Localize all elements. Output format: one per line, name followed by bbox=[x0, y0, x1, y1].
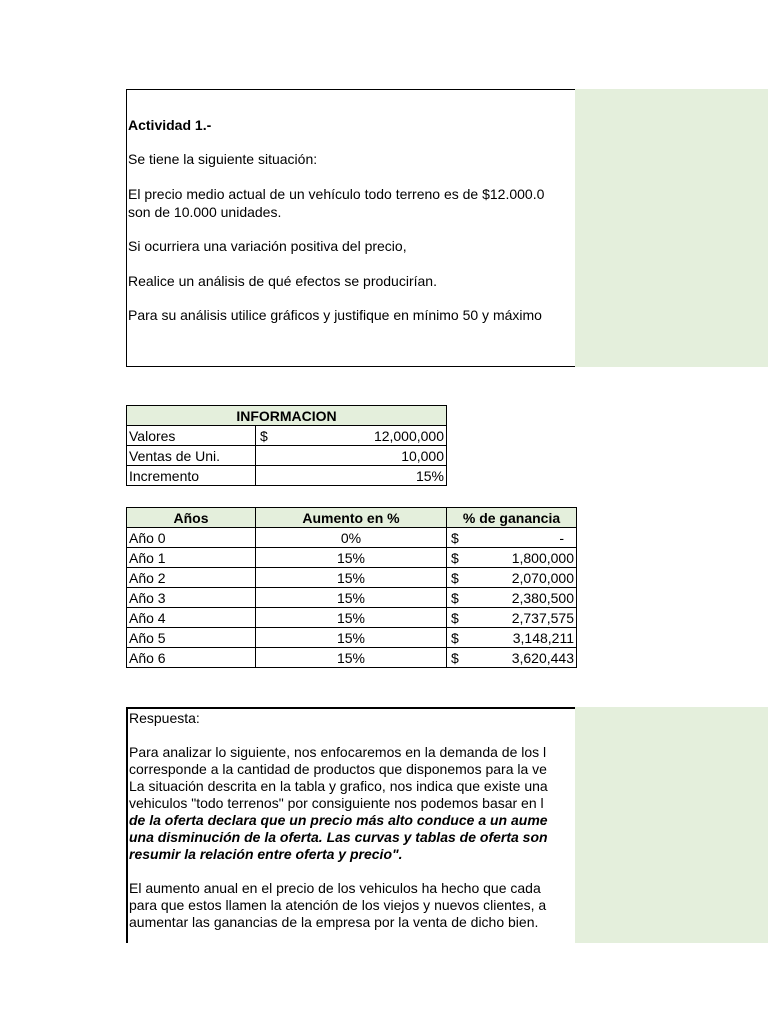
year-cell: Año 5 bbox=[127, 628, 256, 648]
table-row bbox=[127, 466, 447, 486]
response-line-3: La situación descrita en la tabla y grafico, nos indica que existe una bbox=[129, 778, 548, 794]
gain-cell bbox=[447, 608, 577, 628]
response-line-10: aumentar las ganancias de la empresa por la venta de dicho bien. bbox=[129, 914, 539, 930]
year-cell: Año 6 bbox=[127, 648, 256, 668]
activity-title: Actividad 1.- bbox=[128, 117, 212, 133]
info-value: 10,000 bbox=[256, 446, 447, 466]
increase-cell: 15% bbox=[256, 548, 447, 568]
response-line-4: vehiculos "todo terrenos" por consiguiente nos podemos basar en l bbox=[129, 795, 544, 811]
col-header-increase: Aumento en % bbox=[256, 508, 447, 528]
currency-symbol: $ bbox=[451, 649, 459, 666]
response-line-5: de la oferta declara que un precio más alto conduce a un aume bbox=[129, 812, 548, 828]
currency-symbol: $ bbox=[451, 629, 459, 646]
col-header-years: Años bbox=[127, 508, 256, 528]
response-line-2: corresponde a la cantidad de productos que disponemos para la ve bbox=[129, 761, 547, 777]
gain-cell bbox=[447, 648, 577, 668]
activity-line-3: Si ocurriera una variación positiva del precio, bbox=[128, 238, 407, 254]
gain-value: 3,148,211 bbox=[512, 629, 574, 646]
activity-line-1: Se tiene la siguiente situación: bbox=[128, 151, 318, 167]
info-value: 15% bbox=[256, 466, 447, 486]
info-label: Incremento bbox=[127, 466, 256, 486]
table-row bbox=[127, 426, 447, 446]
table-row bbox=[127, 528, 577, 548]
activity-line-2a: El precio medio actual de un vehículo todo terreno es de $12.000.0 bbox=[128, 186, 545, 202]
year-cell: Año 3 bbox=[127, 588, 256, 608]
increase-cell: 15% bbox=[256, 648, 447, 668]
gain-value: 1,800,000 bbox=[511, 549, 574, 566]
response-line-6: una disminución de la oferta. Las curvas y tablas de oferta son bbox=[129, 829, 548, 845]
increase-cell: 15% bbox=[256, 568, 447, 588]
increase-cell: 15% bbox=[256, 628, 447, 648]
table-row bbox=[127, 648, 577, 668]
currency-symbol: $ bbox=[451, 549, 459, 566]
table-row bbox=[127, 568, 577, 588]
info-value: 12,000,000 bbox=[373, 427, 445, 444]
response-line-8: El aumento anual en el precio de los vehiculos ha hecho que cada bbox=[129, 880, 541, 896]
increase-cell: 15% bbox=[256, 588, 447, 608]
currency-symbol: $ bbox=[260, 427, 268, 444]
gain-cell bbox=[447, 568, 577, 588]
activity-box bbox=[126, 89, 575, 367]
gain-value: 2,380,500 bbox=[511, 589, 574, 606]
gain-value: 2,070,000 bbox=[511, 569, 574, 586]
response-label: Respuesta: bbox=[129, 710, 200, 726]
currency-symbol: $ bbox=[451, 589, 459, 606]
response-line-1: Para analizar lo siguiente, nos enfocaremos en la demanda de los l bbox=[129, 744, 547, 760]
table-row bbox=[127, 588, 577, 608]
info-value-cell bbox=[256, 426, 447, 446]
year-cell: Año 2 bbox=[127, 568, 256, 588]
info-label: Ventas de Uni. bbox=[127, 446, 256, 466]
col-header-gain: % de ganancia bbox=[447, 508, 577, 528]
gain-cell bbox=[447, 548, 577, 568]
currency-symbol: $ bbox=[451, 529, 459, 546]
year-cell: Año 0 bbox=[127, 528, 256, 548]
gain-cell bbox=[447, 628, 577, 648]
gain-value: - bbox=[559, 529, 564, 546]
activity-line-2b: son de 10.000 unidades. bbox=[128, 204, 282, 220]
year-cell: Año 1 bbox=[127, 548, 256, 568]
table-row bbox=[127, 628, 577, 648]
currency-symbol: $ bbox=[451, 609, 459, 626]
increase-cell: 15% bbox=[256, 608, 447, 628]
info-table-header: INFORMACION bbox=[127, 406, 447, 426]
response-line-9: para que estos llamen la atención de los viejos y nuevos clientes, a bbox=[129, 897, 547, 913]
response-box bbox=[126, 707, 575, 943]
activity-line-5: Para su análisis utilice gráficos y justifique en mínimo 50 y máximo bbox=[128, 307, 542, 323]
increase-cell: 0% bbox=[256, 528, 447, 548]
years-table bbox=[126, 507, 577, 668]
year-cell: Año 4 bbox=[127, 608, 256, 628]
gain-cell bbox=[447, 588, 577, 608]
info-label: Valores bbox=[127, 426, 256, 446]
response-line-7: resumir la relación entre oferta y precio". bbox=[129, 846, 403, 862]
gain-cell bbox=[447, 528, 577, 548]
gain-value: 2,737,575 bbox=[511, 609, 574, 626]
table-row bbox=[127, 608, 577, 628]
info-table bbox=[126, 405, 447, 486]
currency-symbol: $ bbox=[451, 569, 459, 586]
activity-line-4: Realice un análisis de qué efectos se producirían. bbox=[128, 273, 437, 289]
table-row bbox=[127, 446, 447, 466]
green-band-bottom bbox=[575, 707, 768, 943]
table-row bbox=[127, 548, 577, 568]
gain-value: 3,620,443 bbox=[511, 649, 574, 666]
green-band-top bbox=[575, 89, 768, 367]
